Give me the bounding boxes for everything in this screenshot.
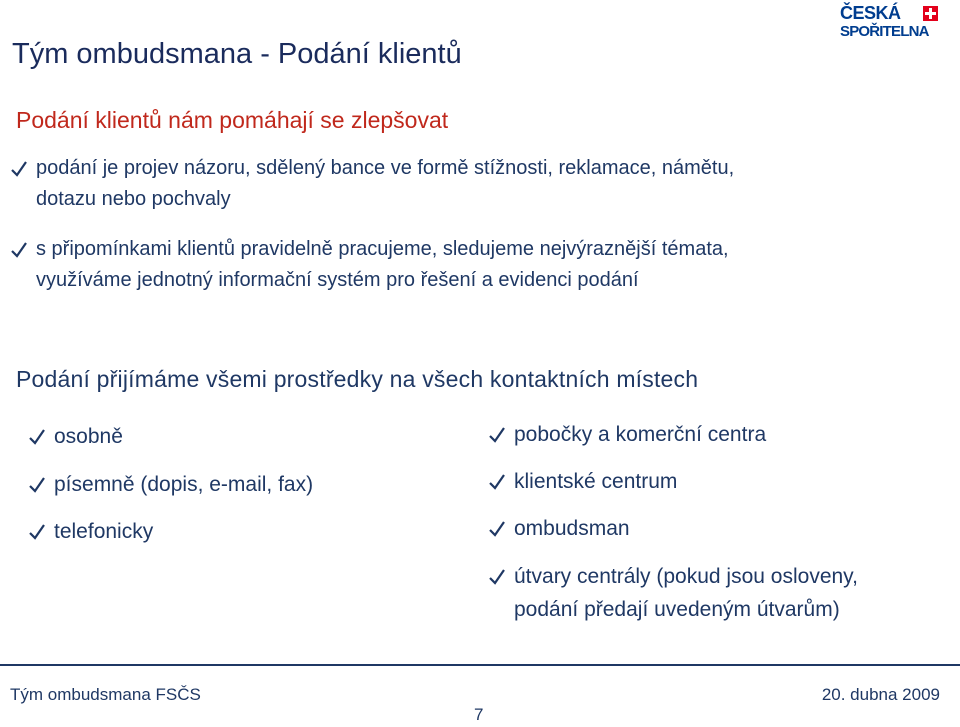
checkmark-icon xyxy=(488,418,506,451)
right-item-text: pobočky a komerční centra xyxy=(514,423,767,446)
logo-mark-icon xyxy=(923,6,938,21)
section-1-bullet-1 xyxy=(10,153,930,215)
right-item-text-line-1: útvary centrály (pokud jsou osloveny, xyxy=(514,565,858,588)
checkmark-icon xyxy=(10,234,28,265)
section-1-bullet-2 xyxy=(10,234,930,296)
right-item-text-line-2: podání předají uvedeným útvarům) xyxy=(514,598,840,621)
right-item-2 xyxy=(488,465,677,498)
section-1-heading: Podání klientů nám pomáhají se zlepšovat xyxy=(16,107,449,133)
checkmark-icon xyxy=(28,420,46,453)
left-item-text: telefonicky xyxy=(54,520,154,543)
left-item-3 xyxy=(28,515,153,548)
checkmark-icon xyxy=(488,465,506,498)
ceska-sporitelna-logo xyxy=(840,4,938,44)
right-item-1 xyxy=(488,418,766,451)
left-item-1 xyxy=(28,420,123,453)
footer-date: 20. dubna 2009 xyxy=(821,685,940,704)
logo-line-2: SPOŘITELNA xyxy=(840,23,929,40)
section-2-heading: Podání přijímáme všemi prostředky na všech kontaktních místech xyxy=(16,366,699,392)
checkmark-icon xyxy=(488,512,506,545)
bullet-text-line-2: využíváme jednotný informační systém pro řešení a evidenci podání xyxy=(36,269,639,291)
footer-left-text: Tým ombudsmana FSČS xyxy=(10,685,201,704)
left-item-text: písemně (dopis, e-mail, fax) xyxy=(54,473,314,496)
left-item-text: osobně xyxy=(54,425,123,448)
right-item-4 xyxy=(488,560,858,626)
bullet-text-line-2: dotazu nebo pochvaly xyxy=(36,188,231,210)
bullet-text-line-1: podání je projev názoru, sdělený bance ve formě stížnosti, reklamace, námětu, xyxy=(36,157,735,179)
checkmark-icon xyxy=(28,468,46,501)
right-item-text: klientské centrum xyxy=(514,470,678,493)
left-item-2 xyxy=(28,468,313,501)
footer-divider xyxy=(0,664,960,666)
bullet-text-line-1: s připomínkami klientů pravidelně pracujeme, sledujeme nejvýraznější témata, xyxy=(36,238,729,260)
page-title: Tým ombudsmana - Podání klientů xyxy=(12,38,462,70)
right-item-3 xyxy=(488,512,630,545)
checkmark-icon xyxy=(488,560,506,593)
checkmark-icon xyxy=(10,153,28,184)
checkmark-icon xyxy=(28,515,46,548)
right-item-text: ombudsman xyxy=(514,517,630,540)
page-number: 7 xyxy=(474,705,484,724)
logo-line-1: ČESKÁ xyxy=(840,3,901,23)
